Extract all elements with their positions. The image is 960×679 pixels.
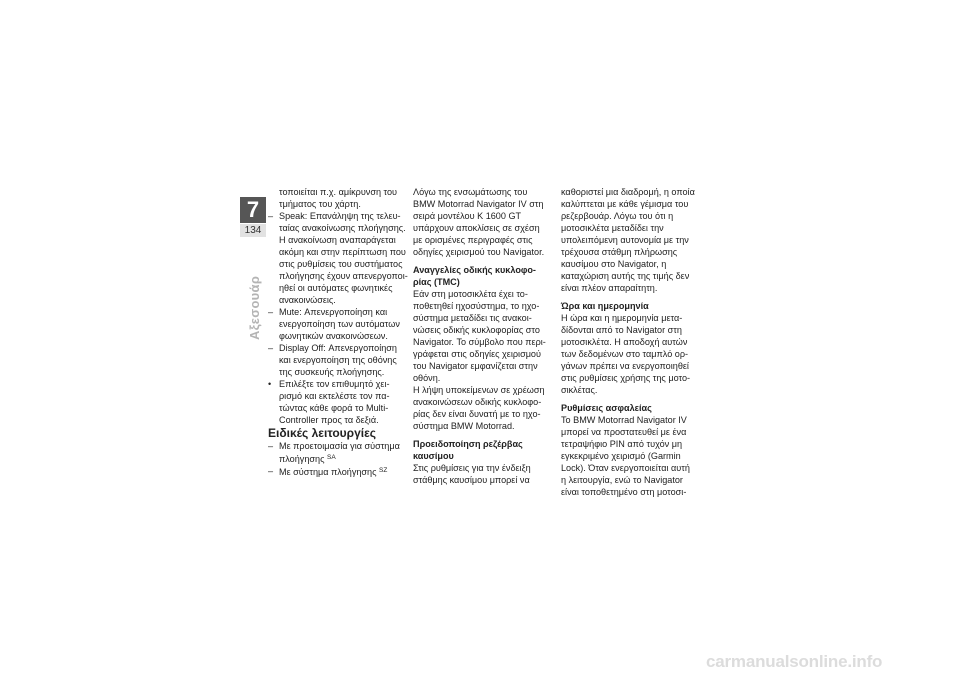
list-item: – Mute: Απενεργοποίηση και ενεργοποίηση των αυτόματων φωνητικών ανακοινώσεων.	[268, 307, 400, 341]
column-1	[268, 186, 408, 478]
subheading: Προειδοποίηση ρεζέρβας καυσίμου	[413, 439, 523, 461]
chapter-number: 7	[240, 197, 266, 223]
option-code: SZ	[379, 467, 388, 474]
paragraph: Η ώρα και η ημερομηνία μετα-δίδονται από το Navigator στη μοτοσικλέτα. Η αποδοχή αυτών των δεδομένων στο ταμπλό ορ-γάνων πρέπει να ενεργοποιηθεί στις ρυθμίσεις χρήσης της μοτο-σικλέτας.	[561, 313, 691, 395]
paragraph: Το BMW Motorrad Navigator IV μπορεί να προστατευθεί με ένα τετραψήφιο PIN από τυχόν μη εγκεκριμένο χειρισμό (Garmin Lock). Όταν ενεργοποιείται αυτή η λειτουργία, ενώ το Navigator είναι τοποθετημένο στη μοτοσι-	[561, 415, 690, 497]
paragraph: καθοριστεί μια διαδρομή, η οποία καλύπτεται με κάθε γέμισμα του ρεζερβουάρ. Λόγω του ότι η μοτοσικλέτα μεταδίδει την υπολειπόμενη αυτονομία με την τρέχουσα στάθμη πλήρωσης καυσίμου στο Navigator, η καταχώριση αυτής της τιμής δεν είναι πλέον απαραίτητη.	[561, 187, 695, 293]
option-code: SA	[327, 454, 336, 461]
page-number: 134	[240, 224, 266, 237]
subheading: Ώρα και ημερομηνία	[561, 301, 649, 311]
list-item: • Επιλέξτε τον επιθυμητό χει-ρισμό και εκτελέστε τον πα-τώντας κάθε φορά το Multi-Controller προς τα δεξιά.	[268, 379, 390, 425]
subheading: Αναγγελίες οδικής κυκλοφο-ρίας (TMC)	[413, 265, 536, 287]
list-item: – Speak: Επανάληψη της τελευ-ταίας ανακοίνωσης πλοήγησης. Η ανακοίνωση αναπαράγεται ακόμη και στην περίπτωση που στις ρυθμίσεις του συστήματος πλοήγησης έχουν απενεργοποι-ηθεί οι αυτόματες φωνητικές ανακοινώσεις.	[268, 211, 408, 305]
column-3	[561, 186, 695, 498]
section-heading: Ειδικές λειτουργίες	[268, 426, 377, 440]
column-2	[413, 186, 547, 486]
subheading: Ρυθμίσεις ασφαλείας	[561, 403, 652, 413]
list-item: – Με σύστημα πλοήγησης $^{SZ}$	[268, 466, 388, 477]
paragraph: Η λήψη υποκείμενων σε χρέωση ανακοινώσεων οδικής κυκλοφο-ρίας δεν είναι δυνατή με το ηχο-σύστημα BMW Motorrad.	[413, 385, 545, 431]
paragraph: Εάν στη μοτοσικλέτα έχει το-ποθετηθεί ηχοσύστημα, το ηχο-σύστημα μεταδίδει τις ανακοι-νώσεις οδικής κυκλοφορίας στο Navigator. Το σύμβολο που περι-γράφεται στις οδηγίες χειρισμού του Navigator εμφανίζεται στην οθόνη.	[413, 289, 546, 383]
list-item: – Με προετοιμασία για σύστημα πλοήγησης $^{SA}$	[268, 441, 400, 464]
list-item: – Display Off: Απενεργοποίηση και ενεργοποίηση της οθόνης της συσκευής πλοήγησης.	[268, 343, 397, 377]
paragraph: Στις ρυθμίσεις για την ένδειξη στάθμης καυσίμου μπορεί να	[413, 463, 531, 485]
watermark: carmanualsonline.info	[706, 652, 883, 671]
chapter-label: Αξεσουάρ	[247, 275, 262, 340]
paragraph: Λόγω της ενσωμάτωσης του BMW Motorrad Navigator IV στη σειρά μοντέλου K 1600 GT υπάρχουν αποκλίσεις σε σχέση με ορισμένες περιγραφές στις οδηγίες χειρισμού του Navigator.	[413, 187, 545, 257]
chapter-tab	[240, 197, 266, 239]
intro-text: τοποιείται π.χ. αμίκρυνση του τμήματος του χάρτη.	[279, 187, 398, 209]
